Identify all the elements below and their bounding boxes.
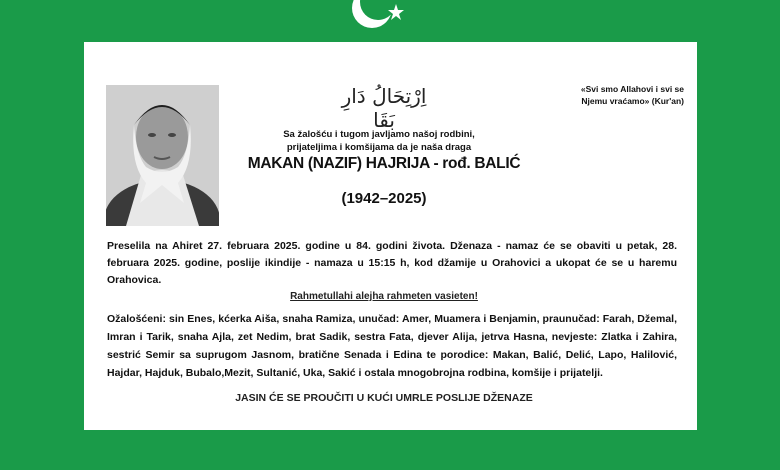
quran-quote bbox=[524, 83, 684, 107]
announcement-paragraph: Preselila na Ahiret 27. februara 2025. godine u 84. godini života. Dženaza - namaz će se obaviti u petak, 28. februara 2025. godine, poslije ikindije - namaza u 15:15 h, kod džamije u Orahovici a ukopat će se u haremu Orahovica. bbox=[107, 240, 677, 286]
intro-text bbox=[244, 128, 514, 154]
quote-line-1: «Svi smo Allahovi i svi se bbox=[580, 84, 684, 94]
obituary-card bbox=[84, 42, 697, 430]
quote-line-2: Njemu vraćamo» (Kur'an) bbox=[581, 96, 684, 106]
arabic-phrase: اِرْتِحَالُ دَارِ بَقَا bbox=[341, 84, 427, 132]
jasin-notice: JASIN ĆE SE PROUČITI U KUĆI UMRLE POSLIJE DŽENAZE bbox=[235, 392, 533, 404]
mourners-paragraph: Ožalošćeni: sin Enes, kćerka Aiša, snaha Ramiza, unučad: Amer, Muamera i Benjamin, praunučad: Farah, Džemal, Imran i Tarik, snaha Ajla, zet Nedim, brat Sadik, sestra Fata, djever Alija, jetrva Hasna, nevjeste: Zlatka i Zahira, sestrić Semir sa suprugom Jasnom, bratične Senada i Edina te porodice: Makan, Balić, Delić, Lapo, Halilović, Hajdar, Hajduk, Bubalo,Mezit, Sultanić, Uka, Sakić i ostala mnogobrojna rodbina, komšije i prijatelji. bbox=[107, 313, 677, 379]
intro-line-1: Sa žalošću i tugom javljamo našoj rodbini, bbox=[283, 129, 475, 140]
portrait-photo bbox=[106, 85, 219, 226]
deceased-name: MAKAN (NAZIF) HAJRIJA - rođ. BALIĆ bbox=[247, 155, 521, 172]
rahmet-line: Rahmetullahi alejha rahmeten vasieten! bbox=[290, 291, 478, 302]
deceased-years: (1942–2025) bbox=[341, 190, 427, 207]
intro-line-2: prijateljima i komšijama da je naša draga bbox=[286, 142, 472, 153]
crescent-star-icon bbox=[350, 0, 420, 40]
